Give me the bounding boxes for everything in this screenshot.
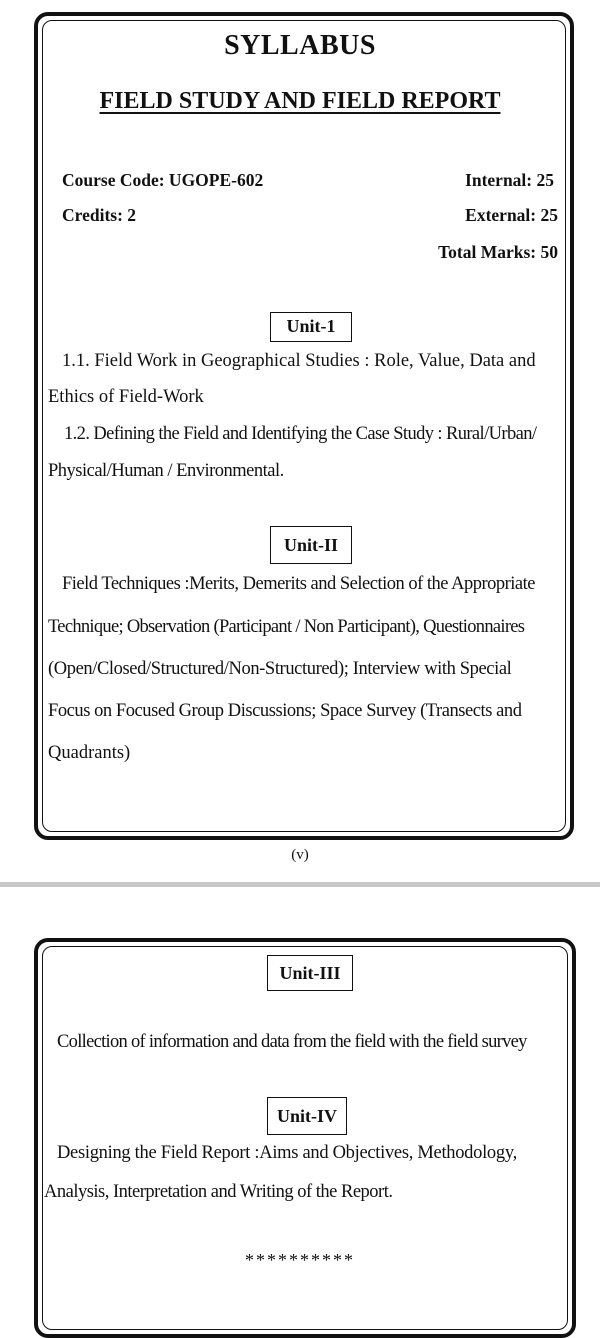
unit-1-line: Ethics of Field-Work [48,387,204,407]
page-2-inner-border [42,946,568,1330]
unit-3-line: Collection of information and data from the field with the field survey [57,1032,527,1052]
unit-4-line: Designing the Field Report :Aims and Objectives, Methodology, [57,1143,517,1163]
unit-2-line: Focus on Focused Group Discussions; Space Survey (Transects and [48,701,522,721]
unit-4-heading: Unit-IV [267,1097,347,1135]
unit-2-heading: Unit-II [270,526,352,564]
external-marks: External: 25 [465,205,558,225]
course-code: Course Code: UGOPE-602 [62,170,264,190]
unit-1-line: 1.2. Defining the Field and Identifying the Case Study : Rural/Urban/ [64,424,537,444]
page-divider [0,882,600,887]
course-title: FIELD STUDY AND FIELD REPORT [99,88,501,114]
page-number: (v) [291,847,309,863]
page-2-border [34,938,576,1338]
unit-2-line: Field Techniques :Merits, Demerits and Selection of the Appropriate [62,574,535,594]
unit-2-line: Technique; Observation (Participant / Non Participant), Questionnaires [48,617,525,637]
unit-2-line: Quadrants) [48,743,131,763]
internal-marks: Internal: 25 [465,170,554,190]
unit-4-line: Analysis, Interpretation and Writing of the Report. [44,1182,393,1202]
unit-1-heading: Unit-1 [270,312,352,342]
syllabus-title: SYLLABUS [224,30,376,61]
unit-3-heading: Unit-III [267,955,353,991]
unit-1-line: 1.1. Field Work in Geographical Studies : Role, Value, Data and [62,351,536,371]
credits: Credits: 2 [62,205,137,225]
unit-1-line: Physical/Human / Environmental. [48,461,284,481]
end-marker: ********** [245,1250,355,1270]
unit-2-line: (Open/Closed/Structured/Non-Structured); Interview with Special [48,659,512,679]
total-marks: Total Marks: 50 [438,242,558,262]
